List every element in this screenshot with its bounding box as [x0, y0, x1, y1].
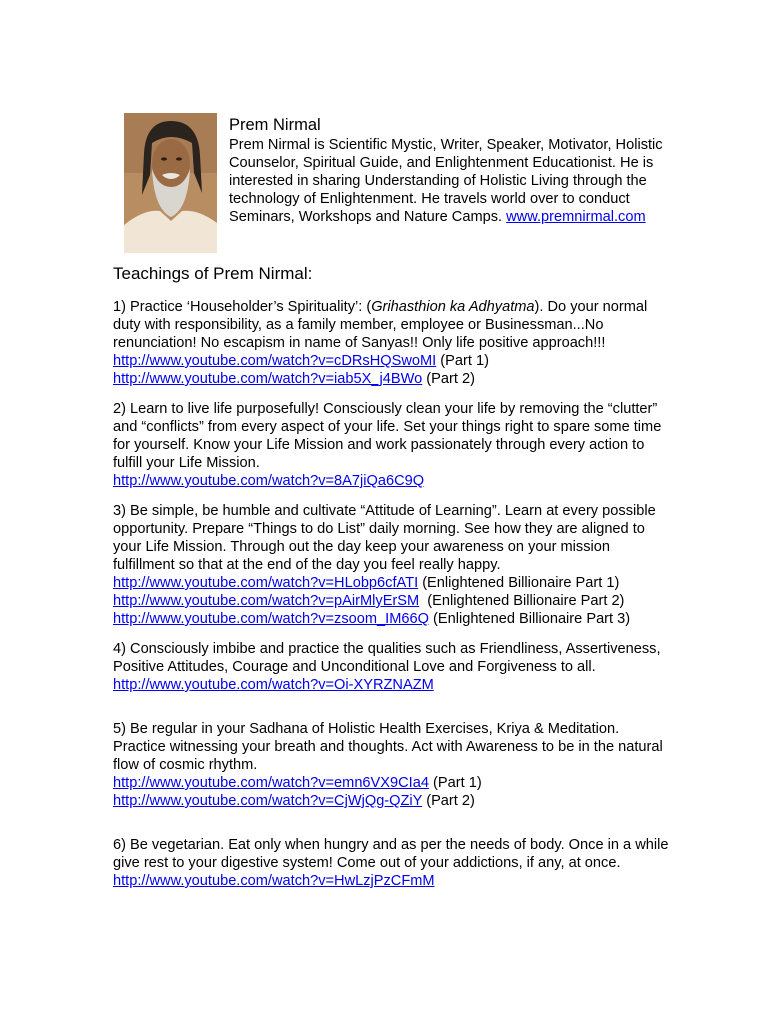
- bio-name: Prem Nirmal: [229, 116, 321, 134]
- link-line: [113, 574, 673, 592]
- video-link[interactable]: http://www.youtube.com/watch?v=8A7jiQa6C9Q: [113, 473, 425, 489]
- link-line: [113, 792, 673, 810]
- link-line: [113, 610, 673, 628]
- teaching-italic: Grihasthion ka Adhyatma: [371, 299, 535, 315]
- portrait-icon: [124, 113, 217, 253]
- teaching-item-6: [113, 836, 673, 890]
- link-line: [113, 872, 673, 890]
- teaching-text: 2) Learn to live life purposefully! Consciously clean your life by removing the “clutter” and “conflicts” from every aspect of your life. Set your things right to spare some time for yourself. Know your Life Mission and work passionately through every action to fulfill your Life Mission.: [113, 401, 662, 471]
- section-title: Teachings of Prem Nirmal:: [113, 264, 313, 283]
- video-link[interactable]: http://www.youtube.com/watch?v=Oi-XYRZNAZM: [113, 677, 434, 693]
- link-note: (Part 2): [422, 793, 475, 809]
- link-note: (Enlightened Billionaire Part 2): [419, 593, 625, 609]
- bio-text: Prem Nirmal is Scientific Mystic, Writer, Speaker, Motivator, Holistic Counselor, Spiritual Guide, and Enlightenment Educationist. He is interested in sharing Understanding of Holistic Living through the technology of Enlightenment. He travels world over to conduct Seminars, Workshops and Nature Camps.: [229, 137, 663, 225]
- teachings-section: [113, 264, 673, 902]
- link-note: (Part 2): [422, 371, 475, 387]
- teaching-text: 1) Practice ‘Householder’s Spirituality’: (: [113, 299, 372, 315]
- teaching-item-5: [113, 720, 673, 810]
- video-link[interactable]: http://www.youtube.com/watch?v=HwLzjPzCFmM: [113, 873, 435, 889]
- link-note: (Enlightened Billionaire Part 1): [418, 575, 620, 591]
- video-link[interactable]: http://www.youtube.com/watch?v=emn6VX9CIa4: [113, 775, 429, 791]
- link-line: [113, 352, 673, 370]
- link-note: (Enlightened Billionaire Part 3): [428, 611, 631, 627]
- bio-block: [229, 115, 669, 226]
- teaching-text: ). Do your normal duty with responsibility, as a family member, employee or Businessman...No renunciation! No escapism in name of Sanyas!! Only life positive approach!!!: [113, 299, 648, 351]
- teaching-item-3: [113, 502, 673, 628]
- link-line: [113, 676, 673, 694]
- link-line: [113, 774, 673, 792]
- teaching-text: 3) Be simple, be humble and cultivate “Attitude of Learning”. Learn at every possible opportunity. Prepare “Things to do List” daily morning. See how they are aligned to your Life Mission. Through out the day keep your awareness on your mission fulfillment so that at the end of the day you feel really happy.: [113, 503, 656, 573]
- link-line: [113, 370, 673, 388]
- teaching-text: 5) Be regular in your Sadhana of Holistic Health Exercises, Kriya & Meditation. Practice witnessing your breath and thoughts. Act with Awareness to be in the natural flow of cosmic rhythm.: [113, 721, 663, 773]
- link-note: (Part 1): [436, 353, 489, 369]
- teaching-text: 4) Consciously imbibe and practice the qualities such as Friendliness, Assertiveness, Positive Attitudes, Courage and Unconditional Love and Forgiveness to all.: [113, 641, 661, 675]
- video-link[interactable]: http://www.youtube.com/watch?v=pAirMlyErSM: [113, 593, 420, 609]
- teaching-item-4: [113, 640, 673, 694]
- video-link[interactable]: http://www.youtube.com/watch?v=cDRsHQSwoMI: [113, 353, 437, 369]
- video-link[interactable]: http://www.youtube.com/watch?v=iab5X_j4BWo: [113, 371, 423, 387]
- teaching-item-1: [113, 298, 673, 388]
- teaching-text: 6) Be vegetarian. Eat only when hungry and as per the needs of body. Once in a while give rest to your digestive system! Come out of your addictions, if any, at once.: [113, 837, 669, 871]
- link-line: [113, 592, 673, 610]
- video-link[interactable]: http://www.youtube.com/watch?v=zsoom_IM66Q: [113, 611, 429, 627]
- video-link[interactable]: http://www.youtube.com/watch?v=CjWjQg-QZiY: [113, 793, 423, 809]
- link-line: [113, 472, 673, 490]
- teaching-item-2: [113, 400, 673, 490]
- link-note: (Part 1): [428, 775, 482, 791]
- video-link[interactable]: http://www.youtube.com/watch?v=HLobp6cfATI: [113, 575, 419, 591]
- website-link[interactable]: www.premnirmal.com: [506, 209, 646, 225]
- portrait-photo: [124, 113, 217, 253]
